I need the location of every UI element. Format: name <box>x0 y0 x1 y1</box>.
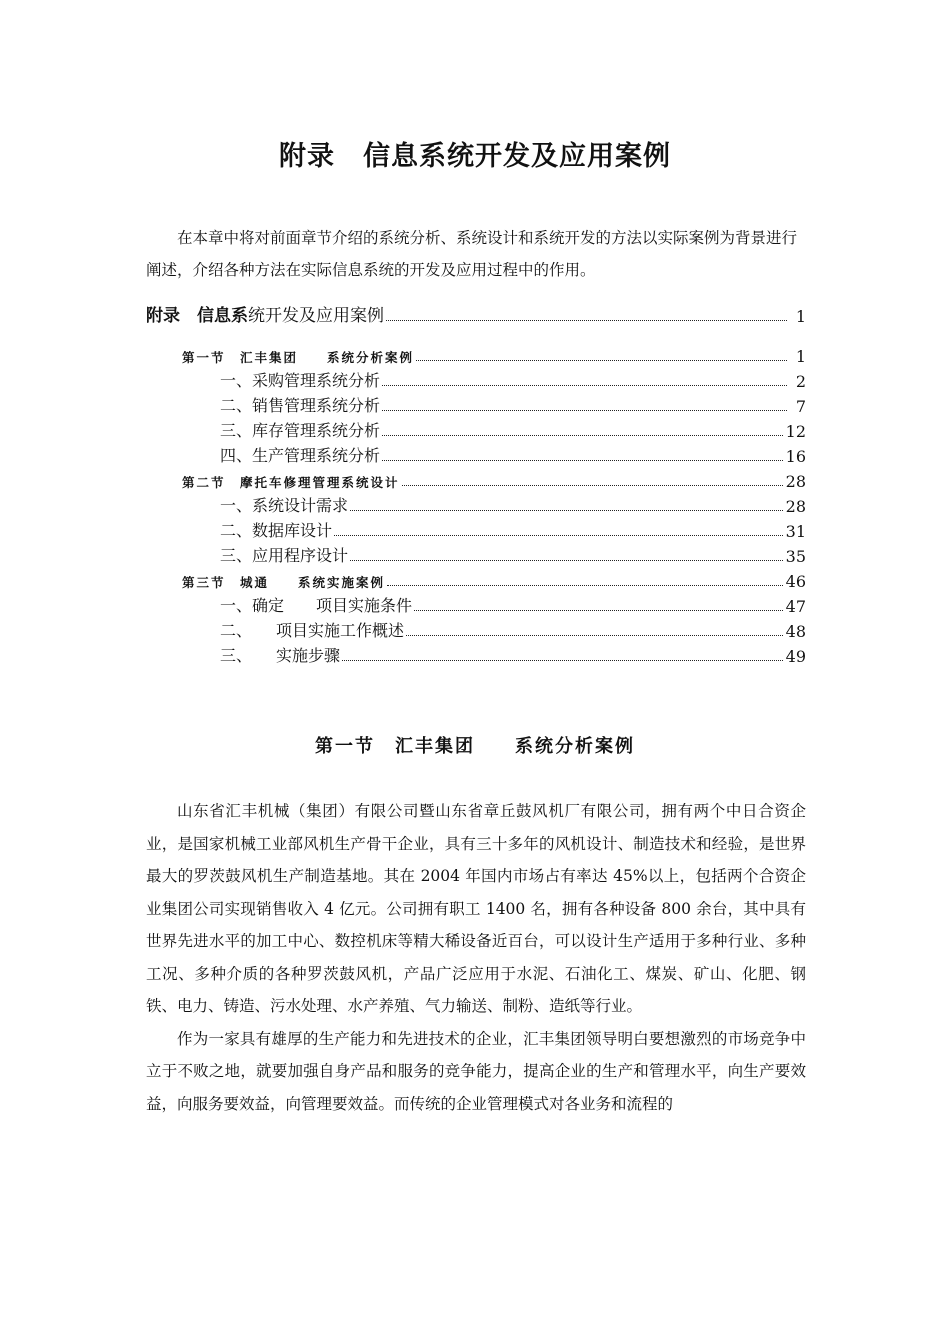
toc-entry[interactable] <box>182 342 806 366</box>
toc-entry[interactable] <box>182 467 806 491</box>
toc-entry[interactable] <box>220 442 806 466</box>
section-body <box>146 795 806 1120</box>
toc-page-number: 16 <box>785 447 806 466</box>
toc-leader <box>342 660 783 661</box>
toc-page-number: 47 <box>785 597 806 616</box>
section-title: 第一节 汇丰集团 系统分析案例 <box>315 736 635 757</box>
toc-leader <box>382 460 783 461</box>
toc-entry-label: 二、 项目实施工作概述 <box>220 621 405 640</box>
toc-entry[interactable] <box>182 567 806 591</box>
toc-leader <box>350 560 783 561</box>
body-paragraph: 作为一家具有雄厚的生产能力和先进技术的企业，汇丰集团领导明白要想激烈的市场竞争中立于不败之地，就要加强自身产品和服务的竞争能力，提高企业的生产和管理水平，向生产要效益，向服务要效益，向管理要效益。而传统的企业管理模式对各业务和流程的 <box>146 1029 806 1113</box>
toc-page-number: 28 <box>785 497 806 516</box>
toc-entry-label: 第一节 汇丰集团 系统分析案例 <box>182 350 415 365</box>
toc-page-number: 31 <box>785 522 806 541</box>
toc-entry[interactable] <box>220 642 806 666</box>
toc-entry-label: 三、应用程序设计 <box>220 546 349 565</box>
toc-leader <box>414 610 783 611</box>
toc-entry[interactable] <box>220 367 806 391</box>
toc-entry-label: 一、确定 项目实施条件 <box>220 596 413 615</box>
toc-page-number: 46 <box>785 572 806 591</box>
toc-entry[interactable] <box>220 517 806 541</box>
toc-entry[interactable] <box>220 542 806 566</box>
toc-entry[interactable] <box>220 492 806 516</box>
toc-entry-label: 一、采购管理系统分析 <box>220 371 381 390</box>
toc-entry-label: 三、 实施步骤 <box>220 646 341 665</box>
toc-entry-label: 二、数据库设计 <box>220 521 333 540</box>
toc-page-number: 48 <box>785 622 806 641</box>
toc-entry-label: 第三节 城通 系统实施案例 <box>182 575 386 590</box>
toc-page-number: 2 <box>795 372 806 391</box>
toc-leader <box>386 320 787 321</box>
toc-leader <box>402 485 783 486</box>
toc-entry-label: 二、销售管理系统分析 <box>220 396 381 415</box>
toc-leader <box>406 635 783 636</box>
toc-leader <box>334 535 783 536</box>
toc-page-number: 28 <box>785 472 806 491</box>
intro-paragraph: 在本章中将对前面章节介绍的系统分析、系统设计和系统开发的方法以实际案例为背景进行阐述，介绍各种方法在实际信息系统的开发及应用过程中的作用。 <box>146 229 798 279</box>
toc-entry[interactable] <box>146 302 806 326</box>
toc-entry-label: 统开发及应用案例 <box>248 306 384 326</box>
toc-page-number: 1 <box>795 347 806 366</box>
toc-leader <box>382 385 787 386</box>
toc-entry-label-bold: 附录 信息系 <box>146 306 248 326</box>
toc-entry[interactable] <box>220 392 806 416</box>
toc-page-number: 7 <box>795 397 806 416</box>
document-title: 附录 信息系统开发及应用案例 <box>279 141 671 172</box>
toc-leader <box>350 510 783 511</box>
toc-leader <box>416 360 787 361</box>
toc-page-number: 35 <box>785 547 806 566</box>
toc-page-number: 1 <box>795 307 806 326</box>
toc-leader <box>382 435 783 436</box>
toc-leader <box>382 410 787 411</box>
toc-page-number: 12 <box>785 422 806 441</box>
toc-entry-label: 一、系统设计需求 <box>220 496 349 515</box>
toc-leader <box>387 585 783 586</box>
toc-entry-label: 第二节 摩托车修理管理系统设计 <box>182 475 400 490</box>
toc-entry[interactable] <box>220 417 806 441</box>
toc-entry[interactable] <box>220 617 806 641</box>
body-paragraph: 山东省汇丰机械（集团）有限公司暨山东省章丘鼓风机厂有限公司，拥有两个中日合资企业，是国家机械工业部风机生产骨干企业，具有三十多年的风机设计、制造技术和经验，是世界最大的罗茨鼓风机生产制造基地。其在 2004 年国内市场占有率达 45%以上，包括两个合资企业集团公司实现销售收入 4 亿元。公司拥有职工 1400 名，拥有各种设备 800 余台，其中具有世界先进水平的加工中心、数控机床等精大稀设备近百台，可以设计生产适用于多种行业、多种工况、多种介质的各种罗茨鼓风机，产品广泛应用于水泥、石油化工、煤炭、矿山、化肥、钢铁、电力、铸造、污水处理、水产养殖、气力输送、制粉、造纸等行业。 <box>146 802 806 1015</box>
toc-page-number: 49 <box>785 647 806 666</box>
toc-entry[interactable] <box>220 592 806 616</box>
toc-entry-label: 三、库存管理系统分析 <box>220 421 381 440</box>
toc-entry-label: 四、生产管理系统分析 <box>220 446 381 465</box>
